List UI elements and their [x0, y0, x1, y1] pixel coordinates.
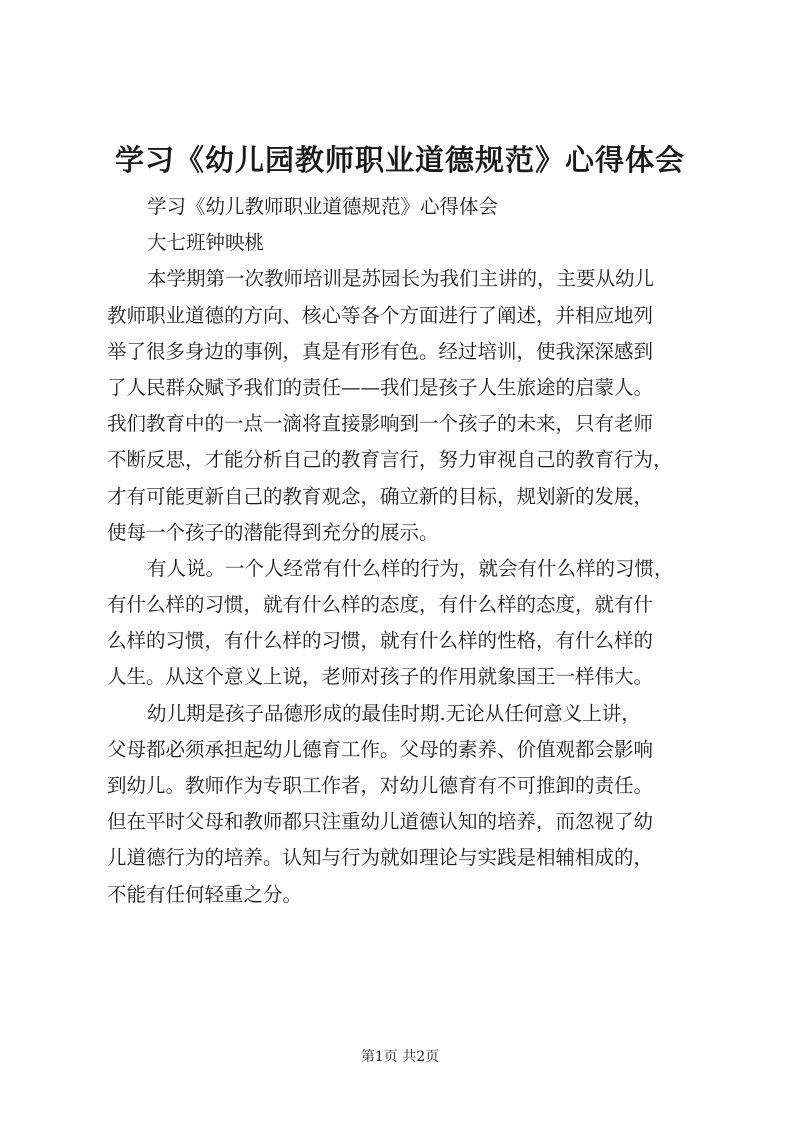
paragraph-line: 但在平时父母和教师都只注重幼儿道德认知的培养，而忽视了幼 [107, 810, 654, 834]
document-title: 学习《幼儿园教师职业道德规范》心得体会 [114, 143, 685, 177]
paragraph-line: 有什么样的习惯，就有什么样的态度，有什么样的态度，就有什 [107, 593, 654, 617]
paragraph-line: 么样的习惯，有什么样的习惯，就有什么样的性格，有什么样的 [107, 629, 654, 653]
paragraph-line: 到幼儿。教师作为专职工作者，对幼儿德育有不可推卸的责任。 [107, 774, 654, 797]
paragraph-line: 儿道德行为的培养。认知与行为就如理论与实践是相辅相成的， [107, 846, 654, 870]
paragraph-line: 才有可能更新自己的教育观念，确立新的目标，规划新的发展， [107, 484, 654, 508]
paragraph-line: 幼儿期是孩子品德形成的最佳时期.无论从任何意义上讲， [147, 701, 641, 725]
paragraph-line: 我们教育中的一点一滴将直接影响到一个孩子的未来，只有老师 [107, 412, 654, 436]
document-subtitle: 学习《幼儿教师职业道德规范》心得体会 [147, 195, 499, 218]
paragraph-line: 举了很多身边的事例，真是有形有色。经过培训，使我深深感到 [107, 339, 654, 363]
page-number-footer: 第1页 共2页 [360, 1049, 440, 1065]
document-body [107, 189, 713, 913]
paragraph-line: 有人说。一个人经常有什么样的行为，就会有什么样的习惯， [147, 556, 674, 580]
paragraph-line: 使每一个孩子的潜能得到充分的展示。 [107, 520, 439, 544]
paragraph-2 [107, 551, 713, 696]
paragraph-line: 教师职业道德的方向、核心等各个方面进行了阐述，并相应地列 [107, 303, 654, 327]
paragraph-line: 人生。从这个意义上说，老师对孩子的作用就象国王一样伟大。 [107, 665, 654, 689]
paragraph-line: 不能有任何轻重之分。 [107, 882, 303, 906]
paragraph-line: 了人民群众赋予我们的责任——我们是孩子人生旅途的启蒙人。 [107, 375, 654, 399]
paragraph-line: 本学期第一次教师培训是苏园长为我们主讲的，主要从幼儿 [147, 267, 655, 291]
paragraph-1 [107, 261, 713, 551]
paragraph-line: 不断反思，才能分析自己的教育言行，努力审视自己的教育行为， [107, 448, 673, 472]
document-author: 大七班钟映桃 [147, 231, 265, 255]
paragraph-3 [107, 696, 713, 913]
paragraph-line: 父母都必须承担起幼儿德育工作。父母的素养、价值观都会影响 [107, 737, 654, 761]
